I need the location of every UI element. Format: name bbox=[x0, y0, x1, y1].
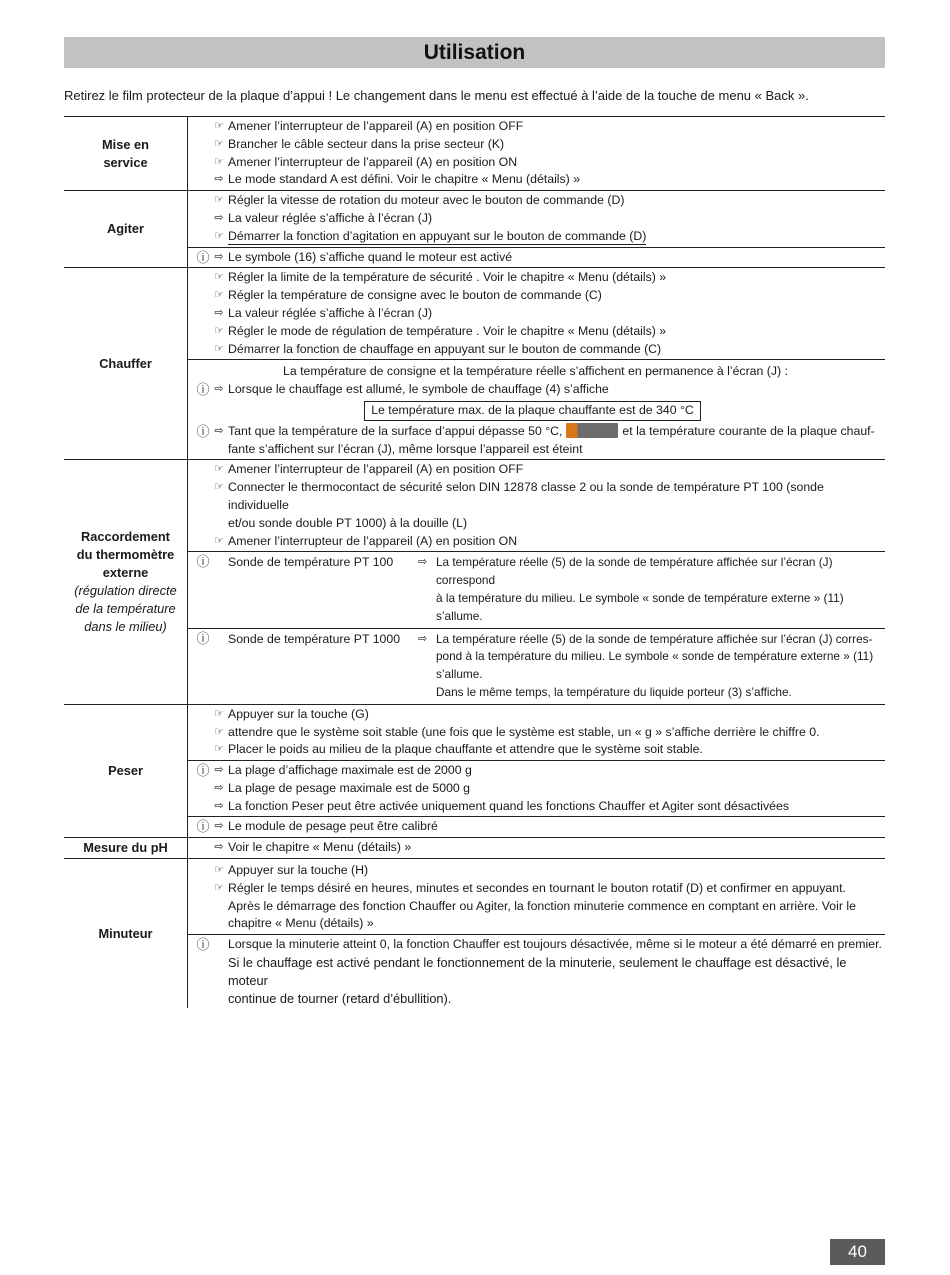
step-line: ☞ Démarrer la fonction d’agitation en appuyant sur le bouton de commande (D) bbox=[188, 228, 885, 246]
step-line: ☞ Régler le mode de régulation de température . Voir le chapitre « Menu (détails) » bbox=[188, 323, 885, 341]
pointing-hand-icon: ☞ bbox=[214, 342, 224, 355]
step-line: ☞ Placer le poids au milieu de la plaque chauffante et attendre que le système soit stable. bbox=[188, 741, 885, 759]
content-chauffer bbox=[188, 268, 886, 460]
row-mesure-ph bbox=[64, 838, 885, 859]
label-minuteur: Minuteur bbox=[64, 859, 188, 1009]
hot-surface-display-icon bbox=[566, 423, 618, 438]
block-info bbox=[188, 247, 885, 268]
block-pt100 bbox=[188, 551, 885, 627]
arrow-right-icon: ⇨ bbox=[214, 799, 224, 812]
label-mise-en-service bbox=[64, 117, 188, 191]
arrow-right-icon: ⇨ bbox=[214, 173, 224, 186]
info-icon: ⓘ bbox=[196, 382, 210, 398]
pointing-hand-icon: ☞ bbox=[214, 725, 224, 738]
arrow-right-icon: ⇨ bbox=[214, 424, 224, 437]
step-line: ☞ Brancher le câble secteur dans la prise secteur (K) bbox=[188, 136, 885, 154]
info-icon: ⓘ bbox=[196, 249, 210, 265]
info-line: ⇨ La fonction Peser peut être activée uniquement quand les fonctions Chauffer et Agiter sont désactivées bbox=[188, 798, 885, 816]
pointing-hand-icon: ☞ bbox=[214, 289, 224, 302]
step-line: ☞ Amener l’interrupteur de l’appareil (A) en position OFF bbox=[188, 461, 885, 479]
content-peser bbox=[188, 704, 886, 838]
arrow-right-icon: ⇨ bbox=[214, 841, 224, 854]
label-chauffer: Chauffer bbox=[64, 268, 188, 460]
pointing-hand-icon: ☞ bbox=[214, 155, 224, 168]
row-agiter bbox=[64, 191, 885, 268]
arrow-right-icon: ⇨ bbox=[214, 781, 224, 794]
label-sub: de la température bbox=[75, 601, 176, 617]
info-line-cont: Si le chauffage est activé pendant le fonctionnement de la minuterie, seulement le chauffage est désactivé, le moteur bbox=[228, 955, 847, 988]
row-mise-en-service bbox=[64, 117, 885, 191]
label-sub: dans le milieu) bbox=[84, 619, 167, 635]
step-line: ☞ Amener l’interrupteur de l’appareil (A) en position ON bbox=[188, 533, 885, 551]
result-line: ⇨ La valeur réglée s’affiche à l’écran (J) bbox=[188, 210, 885, 228]
pointing-hand-icon: ☞ bbox=[214, 271, 224, 284]
content-raccordement bbox=[188, 460, 886, 704]
block-info bbox=[188, 760, 885, 816]
step-line: ☞ Appuyer sur la touche (H) bbox=[188, 862, 885, 880]
step-line: ☞ attendre que le système soit stable (une fois que le système est stable, un « g » s’affiche derrière le chiffre 0. bbox=[188, 724, 885, 742]
probe-pt1000 bbox=[188, 630, 885, 703]
pointing-hand-icon: ☞ bbox=[214, 881, 224, 894]
probe-text: La température réelle (5) de la sonde de température affichée sur l’écran (J) corres- pond à la température du milieu. Le symbole « sonde de température externe » (11) s’allume. Dans le même temps, la température du liquide porteur (3) s’affiche. bbox=[436, 631, 874, 699]
pointing-hand-icon: ☞ bbox=[214, 534, 224, 547]
arrow-right-icon: ⇨ bbox=[214, 383, 224, 396]
pointing-hand-icon: ☞ bbox=[214, 707, 224, 720]
block-steps bbox=[188, 191, 885, 246]
info-line: ⓘ ⇨ Tant que la température de la surface d’appui dépasse 50 °C, et la température courante de la plaque chauf- bbox=[196, 423, 875, 439]
result-line: ⇨ Le mode standard A est défini. Voir le chapitre « Menu (détails) » bbox=[188, 171, 885, 189]
center-note: La température de consigne et la température réelle s’affichent en permanence à l’écran (J) : bbox=[283, 364, 788, 379]
arrow-right-icon: ⇨ bbox=[418, 632, 428, 645]
info-line-cont: continue de tourner (retard d’ébullition). bbox=[228, 990, 452, 1006]
pointing-hand-icon: ☞ bbox=[214, 463, 224, 476]
info-line: ⓘ ⇨ La plage d’affichage maximale est de 2000 g bbox=[196, 763, 472, 779]
label-line: service bbox=[103, 154, 148, 170]
page-title: Utilisation bbox=[64, 37, 885, 68]
row-peser bbox=[64, 704, 885, 838]
info-line: ⓘ Lorsque la minuterie atteint 0, la fonction Chauffer est toujours désactivée, même si le moteur a été démarré en premier. bbox=[196, 937, 882, 953]
info-line: ⓘ ⇨ Lorsque le chauffage est allumé, le symbole de chauffage (4) s’affiche bbox=[196, 382, 609, 398]
pointing-hand-icon: ☞ bbox=[214, 481, 224, 494]
step-line-cont: Après le démarrage des fonction Chauffer ou Agiter, la fonction minuterie commence en comptant en arrière. Voir le bbox=[228, 898, 856, 913]
info-icon: ⓘ bbox=[196, 937, 210, 953]
probe-pt100 bbox=[188, 553, 885, 626]
block-steps bbox=[188, 460, 885, 551]
step-line: ☞ Régler la limite de la température de sécurité . Voir le chapitre « Menu (détails) » bbox=[188, 269, 885, 287]
label-raccordement: Raccordement du thermomètre externe (régulation directe de la température dans le milieu) bbox=[64, 460, 188, 704]
step-line-cont: chapitre « Menu (détails) » bbox=[228, 916, 374, 931]
label-line: Mise en bbox=[102, 136, 149, 152]
step-line: ☞ Démarrer la fonction de chauffage en appuyant sur le bouton de commande (C) bbox=[188, 341, 885, 359]
arrow-right-icon: ⇨ bbox=[214, 211, 224, 224]
arrow-right-icon: ⇨ bbox=[214, 250, 224, 263]
info-icon: ⓘ bbox=[196, 763, 210, 779]
pointing-hand-icon: ☞ bbox=[214, 324, 224, 337]
step-line: ☞ Régler le temps désiré en heures, minutes et secondes en tournant le bouton rotatif (D) et confirmer en appuyant. bbox=[188, 880, 885, 898]
block-steps bbox=[188, 838, 885, 858]
result-line: ⇨ Voir le chapitre « Menu (détails) » bbox=[188, 839, 885, 857]
step-line: ☞ Appuyer sur la touche (G) bbox=[188, 706, 885, 724]
info-icon: ⓘ bbox=[196, 630, 210, 646]
pointing-hand-icon: ☞ bbox=[214, 194, 224, 207]
pointing-hand-icon: ☞ bbox=[214, 120, 224, 132]
block-info bbox=[188, 934, 885, 1008]
block-steps bbox=[188, 705, 885, 760]
label-peser: Peser bbox=[64, 704, 188, 838]
content-agiter bbox=[188, 191, 886, 268]
step-line: ☞ Amener l’interrupteur de l’appareil (A) en position OFF bbox=[188, 118, 885, 136]
step-line: ☞ Régler la vitesse de rotation du moteur avec le bouton de commande (D) bbox=[188, 192, 885, 210]
row-minuteur bbox=[64, 859, 885, 1009]
pointing-hand-icon: ☞ bbox=[214, 864, 224, 877]
info-line-cont: fante s’affichent sur l’écran (J), même lorsque l’appareil est éteint bbox=[228, 441, 583, 456]
label-mesure-ph: Mesure du pH bbox=[64, 838, 188, 859]
probe-name: Sonde de température PT 1000 bbox=[228, 631, 401, 646]
label-agiter: Agiter bbox=[64, 191, 188, 268]
arrow-right-icon: ⇨ bbox=[214, 306, 224, 319]
probe-name: Sonde de température PT 100 bbox=[228, 555, 394, 570]
usage-table bbox=[64, 116, 885, 1008]
info-line: ⇨ La plage de pesage maximale est de 5000 g bbox=[188, 780, 885, 798]
content-mesure-ph bbox=[188, 838, 886, 859]
block-steps bbox=[188, 268, 885, 359]
max-temp-box: Le température max. de la plaque chauffante est de 340 °C bbox=[364, 401, 701, 421]
info-line: ⓘ ⇨ Le module de pesage peut être calibré bbox=[196, 819, 438, 835]
arrow-right-icon: ⇨ bbox=[214, 764, 224, 777]
pointing-hand-icon: ☞ bbox=[214, 137, 224, 150]
pointing-hand-icon: ☞ bbox=[214, 743, 224, 756]
info-line: ⓘ ⇨ Le symbole (16) s’affiche quand le moteur est activé bbox=[196, 249, 513, 265]
pointing-hand-icon: ☞ bbox=[214, 229, 224, 242]
step-line-cont: et/ou sonde double PT 1000) à la douille (L) bbox=[228, 515, 468, 530]
block-info bbox=[188, 359, 885, 459]
intro-text: Retirez le film protecteur de la plaque d’appui ! Le changement dans le menu est effectué à l’aide de la touche de menu « Back ». bbox=[64, 88, 809, 103]
block-info bbox=[188, 816, 885, 837]
info-icon: ⓘ bbox=[196, 554, 210, 570]
info-icon: ⓘ bbox=[196, 423, 210, 439]
block-steps bbox=[188, 859, 885, 934]
result-line: ⇨ La valeur réglée s’affiche à l’écran (J) bbox=[188, 305, 885, 323]
step-line: ☞ Régler la température de consigne avec le bouton de commande (C) bbox=[188, 287, 885, 305]
page-number: 40 bbox=[830, 1239, 885, 1265]
row-raccordement bbox=[64, 460, 885, 704]
probe-text: La température réelle (5) de la sonde de température affichée sur l’écran (J) correspond à la température du milieu. Le symbole « sonde de température externe » (11) s’allume. bbox=[436, 555, 844, 623]
label-sub: (régulation directe bbox=[74, 583, 177, 599]
block-pt1000 bbox=[188, 628, 885, 704]
arrow-right-icon: ⇨ bbox=[214, 820, 224, 833]
row-chauffer bbox=[64, 268, 885, 460]
boxed-note-wrap bbox=[188, 399, 885, 423]
info-icon: ⓘ bbox=[196, 819, 210, 835]
step-line: ☞ Connecter le thermocontact de sécurité selon DIN 12878 classe 2 ou la sonde de température PT 100 (sonde individuelle bbox=[188, 479, 885, 515]
arrow-right-icon: ⇨ bbox=[418, 556, 428, 569]
block-steps bbox=[188, 117, 885, 190]
content-mise-en-service bbox=[188, 117, 886, 191]
step-line: ☞ Amener l’interrupteur de l’appareil (A) en position ON bbox=[188, 154, 885, 172]
content-minuteur bbox=[188, 859, 886, 1009]
